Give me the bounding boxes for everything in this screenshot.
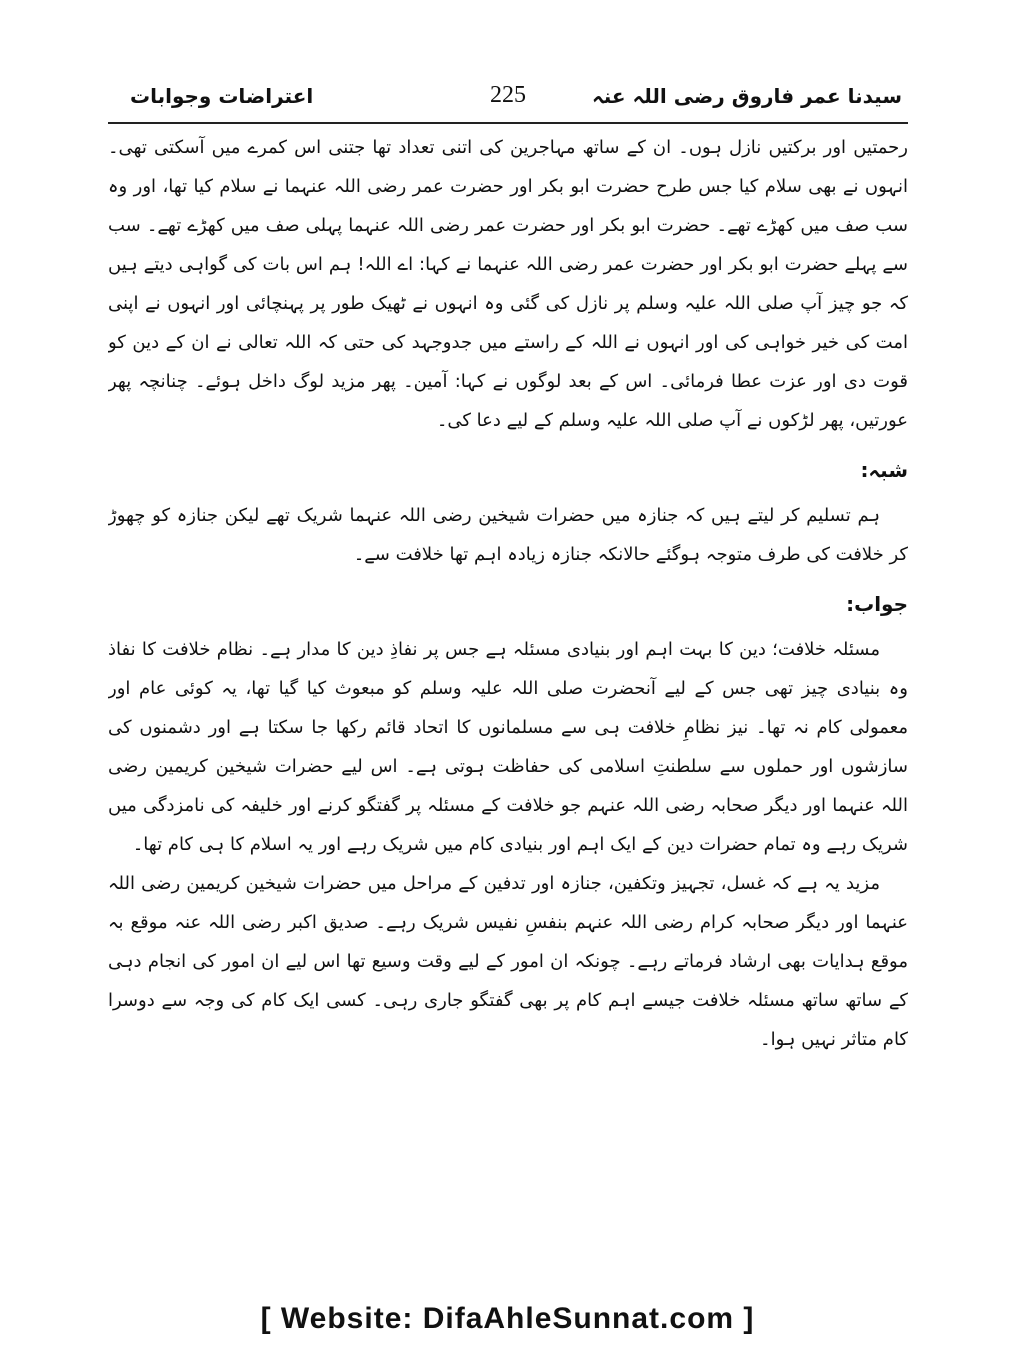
book-title: سیدنا عمر فاروق رضی اللہ عنہ bbox=[591, 84, 902, 108]
heading-answer: جواب: bbox=[846, 592, 908, 616]
heading-objection: شبہ: bbox=[860, 458, 908, 482]
paragraph-narration: رحمتیں اور برکتیں نازل ہوں۔ ان کے ساتھ مہاجرین کی اتنی تعداد تھا جتنی اس کمرے میں آسکتی تھی۔ انہوں نے بھی سلام کیا جس طرح حضرت ابو بکر اور حضرت عمر رضی اللہ عنہما نے سلام کیا تھا، اور وہ سب صف میں کھڑے تھے۔ حضرت ابو بکر اور حضرت عمر رضی اللہ عنہما پہلی صف میں کھڑے تھے۔ سب سے پہلے حضرت ابو بکر اور حضرت عمر رضی اللہ عنہما نے کہا: اے اللہ! ہم اس بات کی گواہی دیتے ہیں کہ جو چیز آپ صلی اللہ علیہ وسلم پر نازل کی گئی وہ انہوں نے ٹھیک طور پر پہنچائی اور انہوں نے اپنی امت کی خیر خواہی کی اور انہوں نے اللہ کے راستے میں جدوجہد کی حتی کہ اللہ تعالی نے ان کے دین کو قوت دی اور عزت عطا فرمائی۔ اس کے بعد لوگوں نے کہا: آمین۔ پھر مزید لوگ داخل ہوئے۔ چنانچہ پھر عورتیں، پھر لڑکوں نے آپ صلی اللہ علیہ وسلم کے لیے دعا کی۔ bbox=[108, 137, 908, 431]
website-footer: [ Website: DifaAhleSunnat.com ] bbox=[260, 1302, 755, 1335]
page-header bbox=[108, 78, 908, 124]
page-body bbox=[108, 128, 908, 1258]
paragraph-objection: ہم تسلیم کر لیتے ہیں کہ جنازہ میں حضرات شیخین رضی اللہ عنہما شریک تھے لیکن جنازہ کو چھوڑ کر خلافت کی طرف متوجہ ہوگئے حالانکہ جنازہ زیادہ اہم تھا خلافت سے۔ bbox=[108, 505, 908, 565]
page-number: 225 bbox=[490, 82, 526, 108]
paragraph-answer: مسئلہ خلافت؛ دین کا بہت اہم اور بنیادی مسئلہ ہے جس پر نفاذِ دین کا مدار ہے۔ نظام خلافت کا نفاذ وہ بنیادی چیز تھی جس کے لیے آنحضرت صلی اللہ علیہ وسلم کو مبعوث کیا گیا تھا، یہ کوئی عام اور معمولی کام نہ تھا۔ نیز نظامِ خلافت ہی سے مسلمانوں کا اتحاد قائم رکھا جا سکتا ہے اور دشمنوں کی سازشوں اور حملوں سے سلطنتِ اسلامی کی حفاظت ہوتی ہے۔ اس لیے حضرات شیخین کریمین رضی اللہ عنہما اور دیگر صحابہ رضی اللہ عنہم جو خلافت کے مسئلہ پر گفتگو کرنے اور خلیفہ کی نامزدگی میں شریک رہے وہ تمام حضرات دین کے ایک اہم اور بنیادی کام میں شریک رہے اور یہ اسلام کا ہی کام تھا۔ bbox=[108, 639, 908, 855]
paragraph-answer-continued: مزید یہ ہے کہ غسل، تجہیز وتکفین، جنازہ اور تدفین کے مراحل میں حضرات شیخین کریمین رضی اللہ عنہما اور دیگر صحابہ کرام رضی اللہ عنہم بنفسِ نفیس شریک رہے۔ صدیق اکبر رضی اللہ عنہ موقع بہ موقع ہدایات بھی ارشاد فرماتے رہے۔ چونکہ ان امور کے لیے وقت وسیع تھا اس لیے ان امور کی انجام دہی کے ساتھ ساتھ مسئلہ خلافت جیسے اہم کام پر بھی گفتگو جاری رہی۔ کسی ایک کام کی وجہ سے دوسرا کام متاثر نہیں ہوا۔ bbox=[108, 873, 908, 1050]
chapter-title: اعتراضات وجوابات bbox=[130, 84, 314, 108]
